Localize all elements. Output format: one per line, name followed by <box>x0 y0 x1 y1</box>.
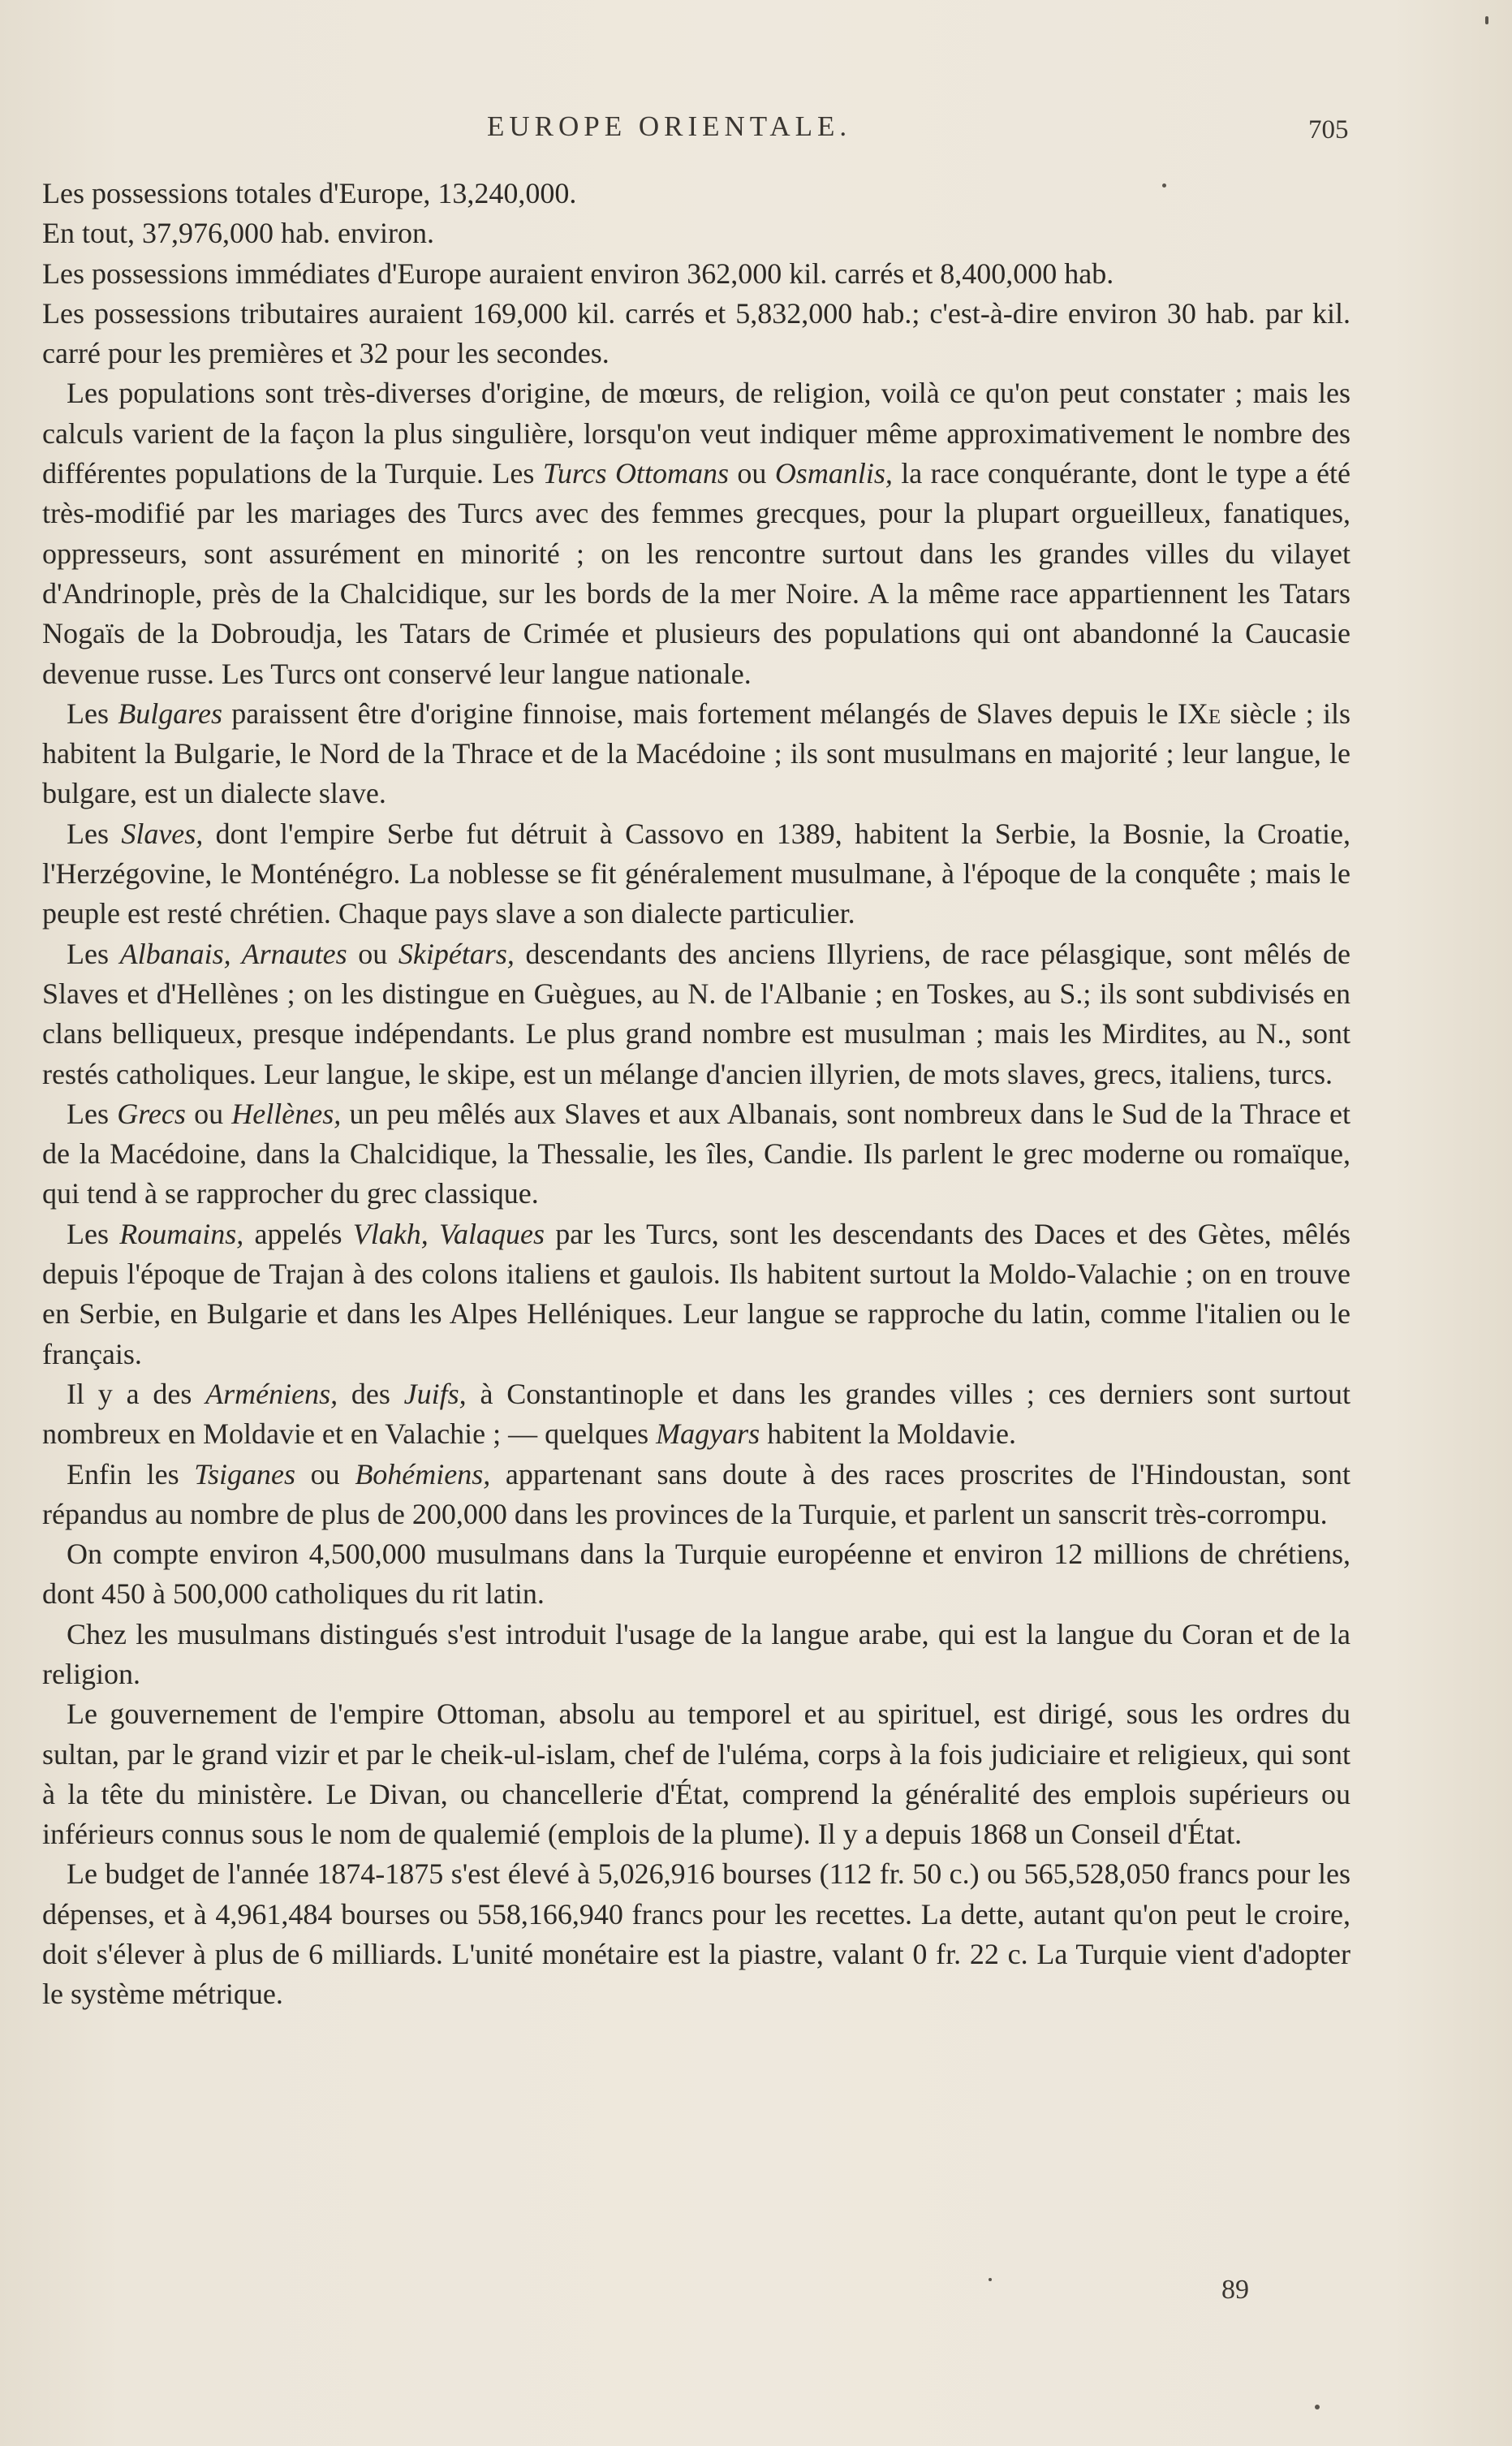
text-run: dont l'empire Serbe fut détruit à Cassovo en 1389, habitent la Serbie, la Bosnie, la Croatie, l'Herzégovine, le Monténégro. La noblesse se fit généralement musulmane, à l'époque de la conquête ; mais le peuple est resté chrétien. Chaque pays slave a son dialecte particulier. <box>42 817 1350 930</box>
text-run: appartenant sans doute à des races proscrites de l'Hindoustan, sont répandus au nombre de plus de 200,000 dans les provinces de la Turquie, et parlent un sanscrit très-corrompu. <box>42 1457 1350 1530</box>
body-text <box>42 174 1350 2015</box>
italic-term: Roumains, <box>119 1217 244 1250</box>
paragraph <box>42 1455 1350 1535</box>
text-run: ou <box>185 1097 232 1130</box>
paragraph <box>42 1615 1350 1695</box>
dust-speck <box>1485 16 1488 24</box>
text-run: Les <box>67 1217 120 1250</box>
text-run: Les <box>67 697 118 730</box>
running-header <box>0 104 1512 153</box>
italic-term: Arméniens, <box>205 1377 338 1410</box>
text-run: Il y a des <box>67 1377 206 1410</box>
paragraph <box>42 694 1350 814</box>
text-run: ou <box>347 937 398 970</box>
text-run: Les <box>67 817 122 850</box>
dust-speck <box>1315 2405 1320 2409</box>
italic-term: Tsiganes <box>194 1457 295 1490</box>
italic-term: Bulgares <box>118 697 222 730</box>
italic-term: Magyars <box>656 1417 760 1451</box>
text-run: par les Turcs, sont les descendants des Daces et des Gètes, mêlés depuis l'époque de Trajan à des colons italiens et gaulois. Ils habitent surtout la Moldo-Valachie ; on en trouve en Serbie, en Bulgarie et dans les Alpes Helléniques. Leur langue se rapproche du latin, comme l'italien ou le français. <box>42 1217 1350 1370</box>
text-run: Les populations sont très-diverses d'origine, de mœurs, de religion, voilà ce qu'on peut constater ; mais les calculs varient de la façon la plus singulière, lorsqu'on veut indiquer même approximativement le nombre des différentes populations de la Turquie. Les <box>42 377 1350 490</box>
text-run: des <box>338 1377 404 1410</box>
signature-mark: 89 <box>1221 2275 1249 2305</box>
dust-speck <box>1162 183 1166 188</box>
page-number: 705 <box>1308 115 1349 145</box>
small-caps-numeral: IXe <box>1177 697 1221 730</box>
text-run: Les possessions tributaires auraient 169,000 kil. carrés et 5,832,000 hab.; c'est-à-dire environ 30 hab. par kil. carré pour les premières et 32 pour les secondes. <box>42 296 1350 370</box>
text-run: On compte environ 4,500,000 musulmans dans la Turquie européenne et environ 12 millions de chrétiens, dont 450 à 500,000 catholiques du rit latin. <box>42 1538 1350 1611</box>
text-run: En tout, 37,976,000 hab. environ. <box>42 217 434 250</box>
text-run: Chez les musulmans distingués s'est introduit l'usage de la langue arabe, qui est la langue du Coran et de la religion. <box>42 1617 1350 1690</box>
paragraph <box>42 1854 1350 2014</box>
italic-term: Albanais, Arnautes <box>119 937 347 970</box>
text-run: la race conquérante, dont le type a été très-modifié par les mariages des Turcs avec des femmes grecques, pour la plupart orgueilleux, fanatiques, oppresseurs, sont assurément en minorité ; on les rencontre surtout dans les grandes villes du vilayet d'Andrinople, près de la Chalcidique, sur les bords de la mer Noire. A la même race appartiennent les Tatars Nogaïs de la Dobroudja, les Tatars de Crimée et plusieurs des populations qui ont abandonné la Caucasie devenue russe. Les Turcs ont conservé leur langue nationale. <box>42 457 1350 690</box>
dust-speck <box>989 2278 992 2281</box>
text-run: paraissent être d'origine finnoise, mais fortement mélangés de Slaves depuis le <box>222 697 1178 730</box>
text-run: ou <box>295 1457 355 1490</box>
italic-term: Skipétars, <box>398 937 515 970</box>
text-run: Les <box>67 937 120 970</box>
italic-term: Juifs, <box>403 1377 467 1410</box>
italic-term: Grecs <box>117 1097 186 1130</box>
text-run: un peu mêlés aux Slaves et aux Albanais, sont nombreux dans le Sud de la Thrace et de la Macédoine, dans la Chalcidique, la Thessalie, les îles, Candie. Ils parlent le grec moderne ou romaïque, qui tend à se rapprocher du grec classique. <box>42 1097 1350 1210</box>
italic-term: Hellènes, <box>231 1097 342 1130</box>
paragraph <box>42 1094 1350 1214</box>
text-run: à Constantinople et dans les grandes villes ; ces derniers sont surtout nombreux en Moldavie et en Valachie ; — quelques <box>42 1377 1350 1451</box>
running-title: EUROPE ORIENTALE. <box>487 110 852 142</box>
paragraph <box>42 934 1350 1094</box>
text-run: Les possessions totales d'Europe, 13,240,000. <box>42 177 577 209</box>
paragraph <box>42 174 1350 214</box>
paragraph <box>42 214 1350 253</box>
text-run: habitent la Moldavie. <box>760 1417 1017 1451</box>
paragraph <box>42 373 1350 693</box>
text-run: Enfin les <box>67 1457 195 1490</box>
paragraph <box>42 294 1350 374</box>
paragraph <box>42 814 1350 934</box>
paragraph <box>42 1694 1350 1854</box>
text-run: Les possessions immédiates d'Europe auraient environ 362,000 kil. carrés et 8,400,000 hab. <box>42 257 1114 290</box>
text-run: siècle ; ils habitent la Bulgarie, le Nord de la Thrace et de la Macédoine ; ils sont musulmans en majorité ; leur langue, le bulgare, est un dialecte slave. <box>42 697 1351 810</box>
italic-term: Bohémiens, <box>355 1457 491 1490</box>
paragraph <box>42 1214 1350 1374</box>
italic-term: Osmanlis, <box>774 457 893 490</box>
text-run: Le gouvernement de l'empire Ottoman, absolu au temporel et au spirituel, est dirigé, sous les ordres du sultan, par le grand vizir et par le cheik-ul-islam, chef de l'uléma, corps à la fois judiciaire et religieux, qui sont à la tête du ministère. Le Divan, ou chancellerie d'État, comprend la généralité des emplois supérieurs ou inférieurs connus sous le nom de qualemié (emplois de la plume). Il y a depuis 1868 un Conseil d'État. <box>42 1698 1350 1851</box>
paragraph <box>42 1534 1350 1615</box>
text-run: ou <box>728 457 775 490</box>
text-run: Les <box>67 1097 118 1130</box>
text-run: appelés <box>243 1217 353 1250</box>
text-run: descendants des anciens Illyriens, de race pélasgique, sont mêlés de Slaves et d'Hellènes ; on les distingue en Guègues, au N. de l'Albanie ; en Toskes, au S.; ils sont subdivisés en clans belliqueux, presque indépendants. Le plus grand nombre est musulman ; mais les Mirdites, au N., sont restés catholiques. Leur langue, le skipe, est un mélange d'ancien illyrien, de mots slaves, grecs, italiens, turcs. <box>42 937 1351 1090</box>
text-run: Le budget de l'année 1874-1875 s'est élevé à 5,026,916 bourses (112 fr. 50 c.) ou 565,528,050 francs pour les dépenses, et à 4,961,484 bourses ou 558,166,940 francs pour les recettes. La dette, autant qu'on peut le croire, doit s'élever à plus de 6 milliards. L'unité monétaire est la piastre, valant 0 fr. 22 c. La Turquie vient d'adopter le système métrique. <box>42 1857 1350 2011</box>
paragraph <box>42 1374 1350 1455</box>
italic-term: Slaves, <box>121 817 204 850</box>
italic-term: Vlakh, Valaques <box>352 1217 545 1250</box>
italic-term: Turcs Ottomans <box>542 457 729 490</box>
paragraph <box>42 254 1350 294</box>
